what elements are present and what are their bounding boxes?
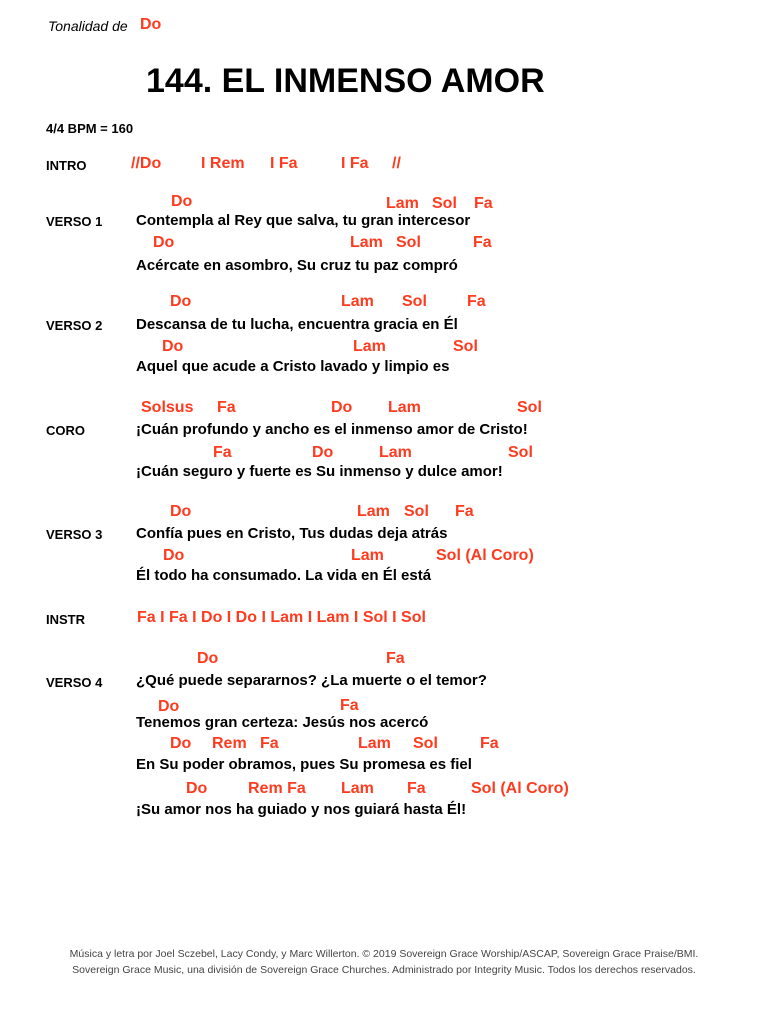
chord: Sol: [432, 195, 457, 212]
lyric-line: Contempla al Rey que salva, tu gran intercesor: [136, 212, 471, 229]
chord: Do: [170, 503, 192, 520]
chord: Do: [162, 338, 184, 355]
chord: Fa: [473, 234, 492, 251]
chord: Lam: [388, 399, 421, 416]
chord: Sol: [404, 503, 429, 520]
chord: Sol: [396, 234, 421, 251]
chord: Do: [163, 547, 185, 564]
section-label-coro: CORO: [46, 423, 85, 438]
chord: Fa: [217, 399, 236, 416]
chord: Fa: [467, 293, 486, 310]
copyright-line: Sovereign Grace Music, una división de Sovereign Grace Churches. Administrado por Integrity Music. Todos los derechos reservados.: [72, 964, 696, 976]
lyric-line: Tenemos gran certeza: Jesús nos acercó: [136, 714, 429, 731]
chord: Fa: [340, 697, 359, 714]
chord: Lam: [341, 293, 374, 310]
chord: Fa: [386, 650, 405, 667]
lyric-line: Descansa de tu lucha, encuentra gracia en Él: [136, 316, 458, 333]
section-label-verso-1: VERSO 1: [46, 214, 103, 229]
section-label-intro: INTRO: [46, 158, 87, 173]
chord: Sol: [517, 399, 542, 416]
chord: Fa: [474, 195, 493, 212]
chord: Fa: [407, 780, 426, 797]
chord: Fa: [260, 735, 279, 752]
chord-progression: Fa I Fa I Do I Do I Lam I Lam I Sol I Sol: [137, 609, 426, 626]
chord: Fa: [480, 735, 499, 752]
chord: Sol: [413, 735, 438, 752]
lyric-line: En Su poder obramos, pues Su promesa es fiel: [136, 756, 472, 773]
lyric-line: Aquel que acude a Cristo lavado y limpio es: [136, 358, 450, 375]
chord: Sol: [402, 293, 427, 310]
chord: Lam: [351, 547, 384, 564]
chord: Do: [170, 293, 192, 310]
chord: I Rem: [201, 155, 245, 172]
key-value: Do: [140, 16, 162, 33]
chord: Do: [312, 444, 334, 461]
chord: Sol (Al Coro): [436, 547, 534, 564]
chord: Sol: [508, 444, 533, 461]
section-label-verso-4: VERSO 4: [46, 675, 103, 690]
section-label-instr: INSTR: [46, 612, 85, 627]
chord: I Fa: [341, 155, 369, 172]
chord: Rem Fa: [248, 780, 306, 797]
lyric-line: Él todo ha consumado. La vida en Él está: [136, 567, 432, 584]
chord: Lam: [357, 503, 390, 520]
chord: Do: [153, 234, 175, 251]
chord: Lam: [341, 780, 374, 797]
time-signature-bpm: 4/4 BPM = 160: [46, 121, 134, 136]
song-title: 144. EL INMENSO AMOR: [146, 62, 545, 100]
copyright-line: Música y letra por Joel Sczebel, Lacy Condy, y Marc Willerton. © 2019 Sovereign Grace Worship/ASCAP, Sovereign Grace Praise/BMI.: [69, 948, 699, 960]
chord: I Fa: [270, 155, 298, 172]
chord: Lam: [358, 735, 391, 752]
chord: Do: [331, 399, 353, 416]
lyric-line: ¡Cuán seguro y fuerte es Su inmenso y dulce amor!: [136, 463, 503, 480]
lyric-line: ¿Qué puede separarnos? ¿La muerte o el temor?: [136, 672, 487, 689]
chord: Fa: [455, 503, 474, 520]
chord: Do: [170, 735, 192, 752]
lyric-line: Acércate en asombro, Su cruz tu paz compró: [136, 257, 458, 274]
section-label-verso-2: VERSO 2: [46, 318, 103, 333]
chord: Do: [197, 650, 219, 667]
chord: Solsus: [141, 399, 194, 416]
key-label: Tonalidad de: [48, 18, 128, 34]
lyric-line: Confía pues en Cristo, Tus dudas deja atrás: [136, 525, 448, 542]
chord: //Do: [131, 155, 162, 172]
chord: Lam: [379, 444, 412, 461]
lyric-line: ¡Su amor nos ha guiado y nos guiará hasta Él!: [136, 801, 467, 818]
chord: Fa: [213, 444, 232, 461]
lyric-line: ¡Cuán profundo y ancho es el inmenso amor de Cristo!: [136, 421, 528, 438]
chord: Sol (Al Coro): [471, 780, 569, 797]
chord: Lam: [353, 338, 386, 355]
chord: //: [392, 155, 401, 172]
section-label-verso-3: VERSO 3: [46, 527, 103, 542]
chord: Lam: [350, 234, 383, 251]
chord: Do: [171, 193, 193, 210]
copyright-footer: [0, 946, 768, 978]
chord: Do: [158, 698, 180, 715]
chord: Sol: [453, 338, 478, 355]
chord: Rem: [212, 735, 247, 752]
chord: Lam: [386, 195, 419, 212]
chord: Do: [186, 780, 208, 797]
